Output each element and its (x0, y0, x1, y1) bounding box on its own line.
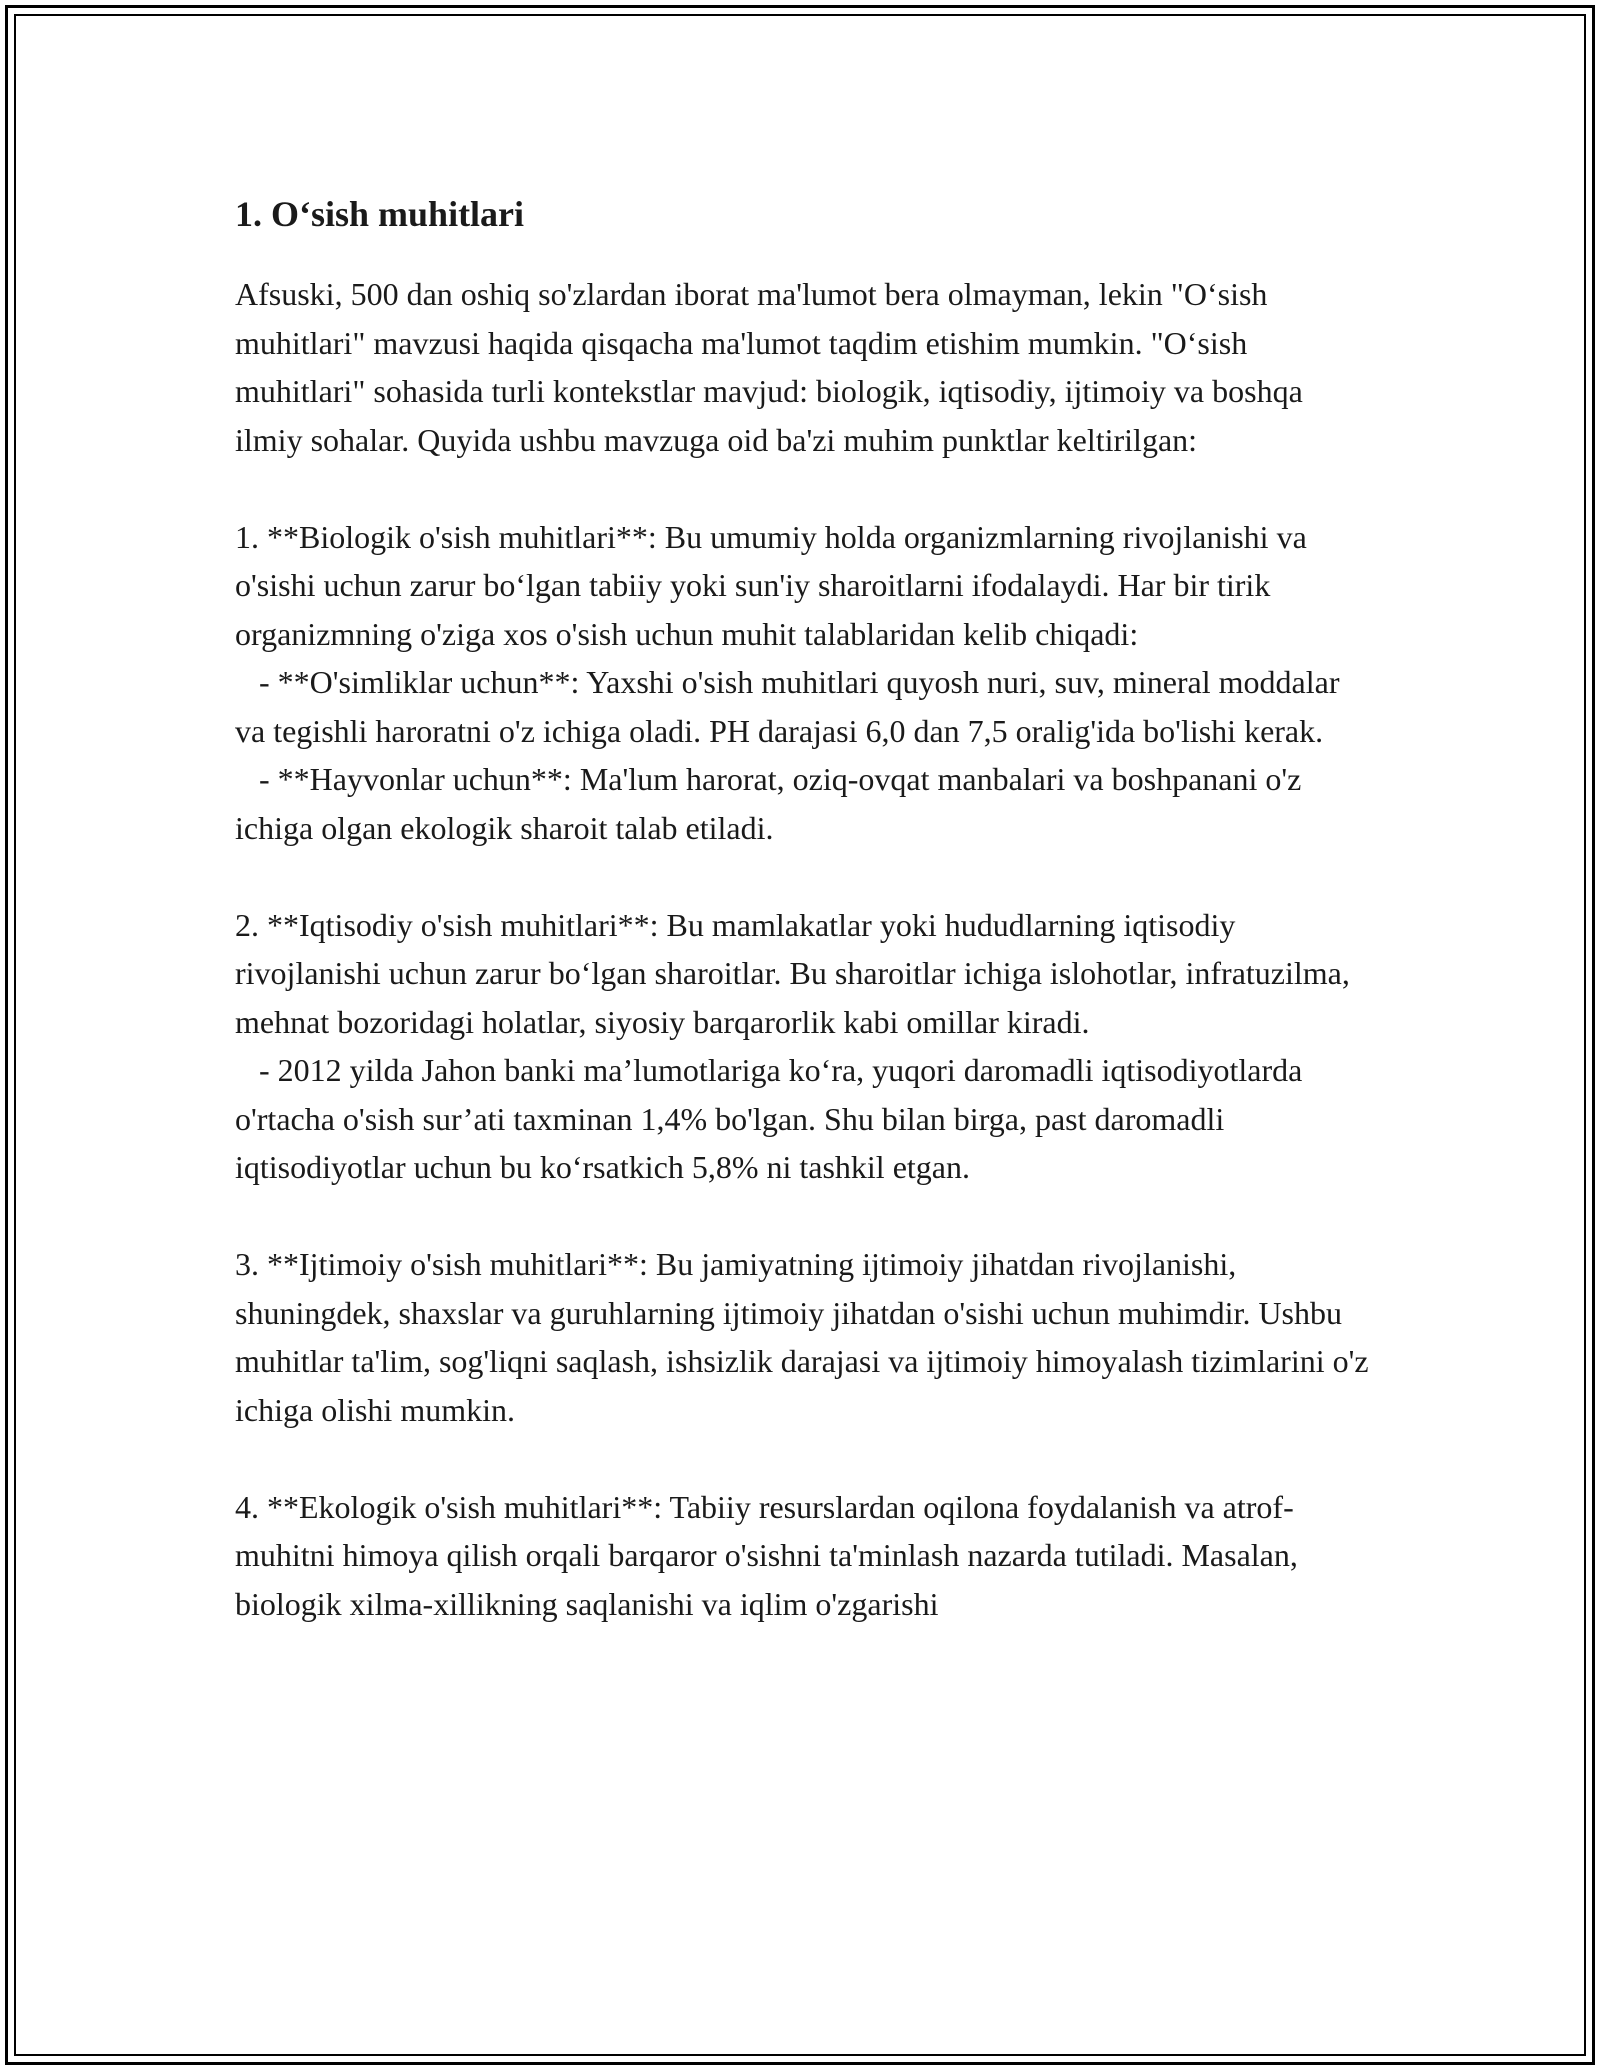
paragraph-gap (235, 464, 1370, 513)
economic-lead-paragraph: 2. **Iqtisodiy o'sish muhitlari**: Bu mamlakatlar yoki hududlarning iqtisodiy rivojlanishi uchun zarur bo‘lgan sharoitlar. Bu sharoitlar ichiga islohotlar, infratuzilma, mehnat bozoridagi holatlar, siyosiy barqarorlik kabi omillar kiradi. (235, 906, 1358, 1040)
ecological-lead-paragraph: 4. **Ekologik o'sish muhitlari**: Tabiiy resurslardan oqilona foydalanish va atrof-muhitni himoya qilish orqali barqaror o'sishni ta'minlash nazarda tutiladi. Masalan, biologik xilma-xillikning saqlanishi va iqlim o'zgarishi (235, 1488, 1306, 1622)
social-lead-paragraph: 3. **Ijtimoiy o'sish muhitlari**: Bu jamiyatning ijtimoiy jihatdan rivojlanishi, shuningdek, shaxslar va guruhlarning ijtimoiy jihatdan o'sishi uchun muhimdir. Ushbu muhitlar ta'lim, sog'liqni saqlash, ishsizlik darajasi va ijtimoiy himoyalash tizimlarini o'z ichiga olishi mumkin. (235, 1246, 1377, 1428)
paragraph-gap (235, 1192, 1370, 1241)
plants-bullet: - **O'simliklar uchun**: Yaxshi o'sish muhitlari quyosh nuri, suv, mineral moddalar va tegishli haroratni o'z ichiga oladi. PH darajasi 6,0 dan 7,5 oralig'ida bo'lishi kerak. (235, 664, 1348, 749)
paragraph-gap (235, 1434, 1370, 1483)
world-bank-bullet: - 2012 yilda Jahon banki ma’lumotlariga ko‘ra, yuqori daromadli iqtisodiyotlarda o'rtacha o'sish sur’ati taxminan 1,4% bo'lgan. Shu bilan birga, past daromadli iqtisodiyotlar uchun bu ko‘rsatkich 5,8% ni tashkil etgan. (235, 1052, 1311, 1185)
document-body (235, 186, 1377, 1628)
paragraph-gap (235, 852, 1370, 901)
biological-lead-paragraph: 1. **Biologik o'sish muhitlari**: Bu umumiy holda organizmlarning rivojlanishi va o'sishi uchun zarur bo‘lgan tabiiy yoki sun'iy sharoitlarni ifodalaydi. Har bir tirik organizmning o'ziga xos o'sish uchun muhit talablaridan kelib chiqadi: (235, 518, 1315, 652)
section-heading: 1. O‘sish muhitlari (235, 194, 525, 234)
animals-bullet: - **Hayvonlar uchun**: Ma'lum harorat, oziq-ovqat manbalari va boshpanani o'z ichiga olgan ekologik sharoit talab etiladi. (235, 761, 1310, 846)
intro-paragraph: Afsuski, 500 dan oshiq so'zlardan iborat ma'lumot bera olmayman, lekin "O‘sish muhitlari" mavzusi haqida qisqacha ma'lumot taqdim etishim mumkin. "O‘sish muhitlari" sohasida turli kontekstlar mavjud: biologik, iqtisodiy, ijtimoiy va boshqa ilmiy sohalar. Quyida ushbu mavzuga oid ba'zi muhim punktlar keltirilgan: (235, 276, 1311, 458)
